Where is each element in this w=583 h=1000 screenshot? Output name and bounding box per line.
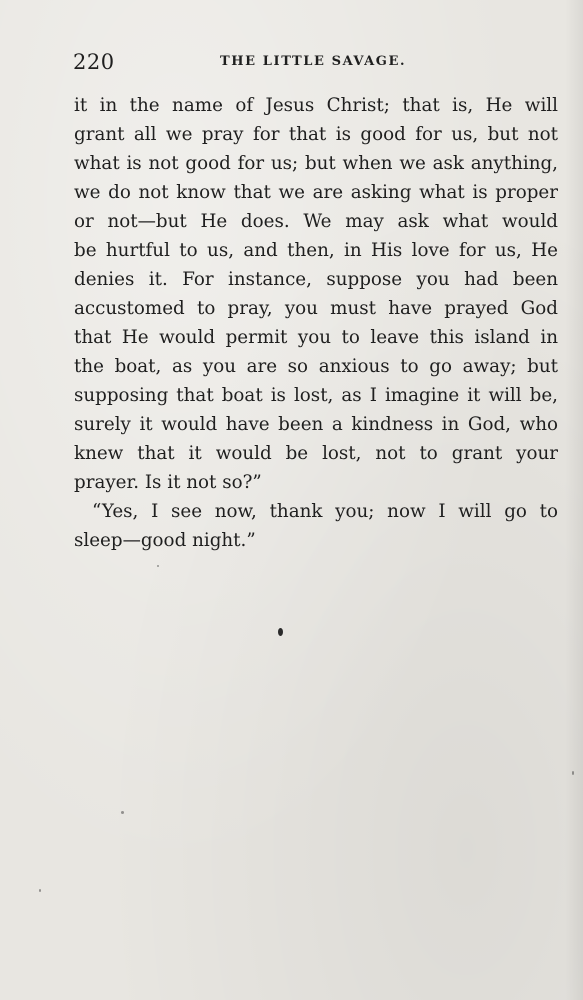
body-text — [74, 91, 558, 555]
ink-blot — [278, 628, 283, 636]
text-line: surely it would have been a kindness in God, who — [74, 414, 558, 435]
text-line: the boat, as you are so anxious to go away; but — [74, 356, 558, 377]
text-line: that He would permit you to leave this island in — [74, 327, 558, 348]
paper-speck — [157, 565, 159, 567]
text-line: we do not know that we are asking what is proper — [74, 182, 558, 203]
paper-speck — [121, 811, 124, 814]
paper-speck — [39, 889, 41, 892]
text-line: what is not good for us; but when we ask anything, — [74, 153, 558, 174]
text-line: denies it. For instance, suppose you had been — [74, 269, 558, 290]
text-line-paragraph-end: prayer. Is it not so?” — [74, 472, 262, 493]
text-line: or not—but He does. We may ask what would — [74, 211, 558, 232]
text-line-paragraph-start: “Yes, I see now, thank you; now I will go to — [92, 501, 558, 522]
text-line: grant all we pray for that is good for us, but not — [74, 124, 558, 145]
text-line: knew that it would be lost, not to grant your — [74, 443, 558, 464]
text-line: it in the name of Jesus Christ; that is, He will — [74, 95, 558, 116]
running-title: THE LITTLE SAVAGE. — [220, 54, 407, 69]
text-line-paragraph-end: sleep—good night.” — [74, 530, 256, 551]
running-head — [73, 48, 553, 76]
paper-speck — [572, 771, 574, 775]
text-line: accustomed to pray, you must have prayed God — [74, 298, 558, 319]
page-number: 220 — [73, 50, 115, 74]
text-line: supposing that boat is lost, as I imagine it will be, — [74, 385, 558, 406]
page-edge-shadow — [565, 0, 583, 1000]
text-line: be hurtful to us, and then, in His love for us, He — [74, 240, 558, 261]
